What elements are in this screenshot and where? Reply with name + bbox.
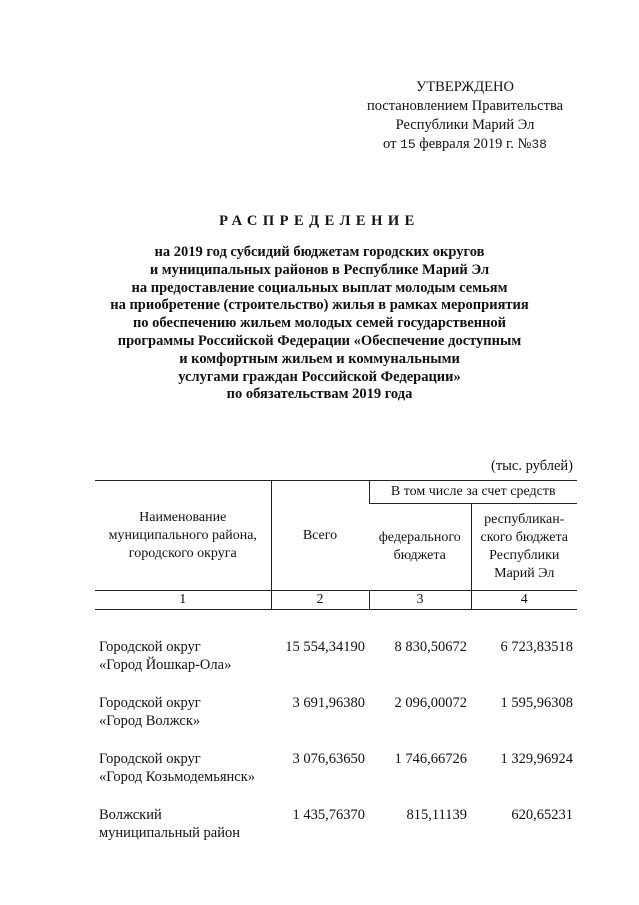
row-name-line-2: муниципальный район bbox=[99, 825, 240, 841]
subtitle-line: программы Российской Федерации «Обеспечение доступным bbox=[117, 332, 522, 349]
subtitle-line: на предоставление социальных выплат молодым семьям bbox=[131, 279, 508, 296]
row-republic: 1 595,96308 bbox=[500, 695, 573, 711]
header-name: Наименование муниципального района, городского округа bbox=[95, 481, 271, 591]
row-name-line-1: Городской округ bbox=[99, 751, 201, 767]
header-federal: федерального бюджета bbox=[378, 530, 461, 563]
row-federal: 2 096,00072 bbox=[394, 695, 467, 711]
document-subtitle bbox=[60, 244, 579, 404]
row-name bbox=[95, 694, 271, 730]
unit-label: (тыс. рублей) bbox=[491, 458, 573, 474]
approval-line-1: постановлением Правительства bbox=[366, 98, 564, 114]
approval-date-rest: февраля 2019 г. № bbox=[419, 136, 532, 152]
row-federal: 815,11139 bbox=[406, 807, 467, 823]
column-number: 2 bbox=[271, 591, 369, 610]
row-federal: 1 746,66726 bbox=[394, 751, 467, 767]
column-number: 4 bbox=[471, 591, 577, 610]
row-total: 3 691,96380 bbox=[292, 695, 365, 711]
row-name-line-1: Городской округ bbox=[99, 695, 201, 711]
row-name bbox=[95, 638, 271, 674]
row-total: 3 076,63650 bbox=[292, 751, 365, 767]
document-title: РАСПРЕДЕЛЕНИЕ bbox=[219, 213, 420, 229]
row-name-line-2: «Город Козьмодемьянск» bbox=[99, 769, 256, 785]
row-name-line-2: «Город Йошкар-Ола» bbox=[99, 657, 232, 673]
row-name-line-2: «Город Волжск» bbox=[99, 713, 201, 729]
row-republic: 6 723,83518 bbox=[500, 639, 573, 655]
approval-number: 38 bbox=[531, 137, 547, 152]
table-row bbox=[95, 750, 577, 786]
column-number: 1 bbox=[95, 591, 271, 610]
approval-stamp bbox=[355, 78, 575, 154]
table-row bbox=[95, 638, 577, 674]
row-name-line-1: Волжский bbox=[99, 807, 162, 823]
row-name bbox=[95, 806, 271, 842]
table-row bbox=[95, 694, 577, 730]
subtitle-line: на приобретение (строительство) жилья в рамках мероприятия bbox=[110, 297, 529, 314]
subtitle-line: на 2019 год субсидий бюджетам городских округов bbox=[154, 244, 485, 260]
row-name-line-1: Городской округ bbox=[99, 639, 201, 655]
approval-line-2: Республики Марий Эл bbox=[395, 117, 535, 133]
header-including: В том числе за счет средств bbox=[369, 481, 577, 504]
row-total: 15 554,34190 bbox=[285, 639, 365, 655]
subtitle-line: по обязательствам 2019 года bbox=[226, 386, 413, 403]
subtitle-line: и комфортным жильем и коммунальными bbox=[179, 350, 460, 367]
subtitle-line: услугами граждан Российской Федерации» bbox=[178, 368, 461, 385]
column-number: 3 bbox=[369, 591, 471, 610]
approval-day: 15 bbox=[400, 137, 416, 152]
subtitle-line: по обеспечению жильем молодых семей государственной bbox=[132, 315, 507, 332]
header-republic: республикан-ского бюджета Республики Марий Эл bbox=[471, 504, 577, 591]
approval-date bbox=[355, 135, 575, 154]
row-total: 1 435,76370 bbox=[292, 807, 365, 823]
row-republic: 1 329,96924 bbox=[500, 751, 573, 767]
table-row bbox=[95, 806, 577, 842]
subtitle-line: и муниципальных районов в Республике Марий Эл bbox=[149, 261, 490, 278]
row-name bbox=[95, 750, 271, 786]
row-republic: 620,65231 bbox=[511, 807, 573, 823]
distribution-table bbox=[95, 480, 577, 842]
header-total: Всего bbox=[271, 481, 369, 591]
row-federal: 8 830,50672 bbox=[394, 639, 467, 655]
approval-date-prefix: от bbox=[383, 136, 397, 152]
approval-heading: УТВЕРЖДЕНО bbox=[416, 79, 514, 95]
